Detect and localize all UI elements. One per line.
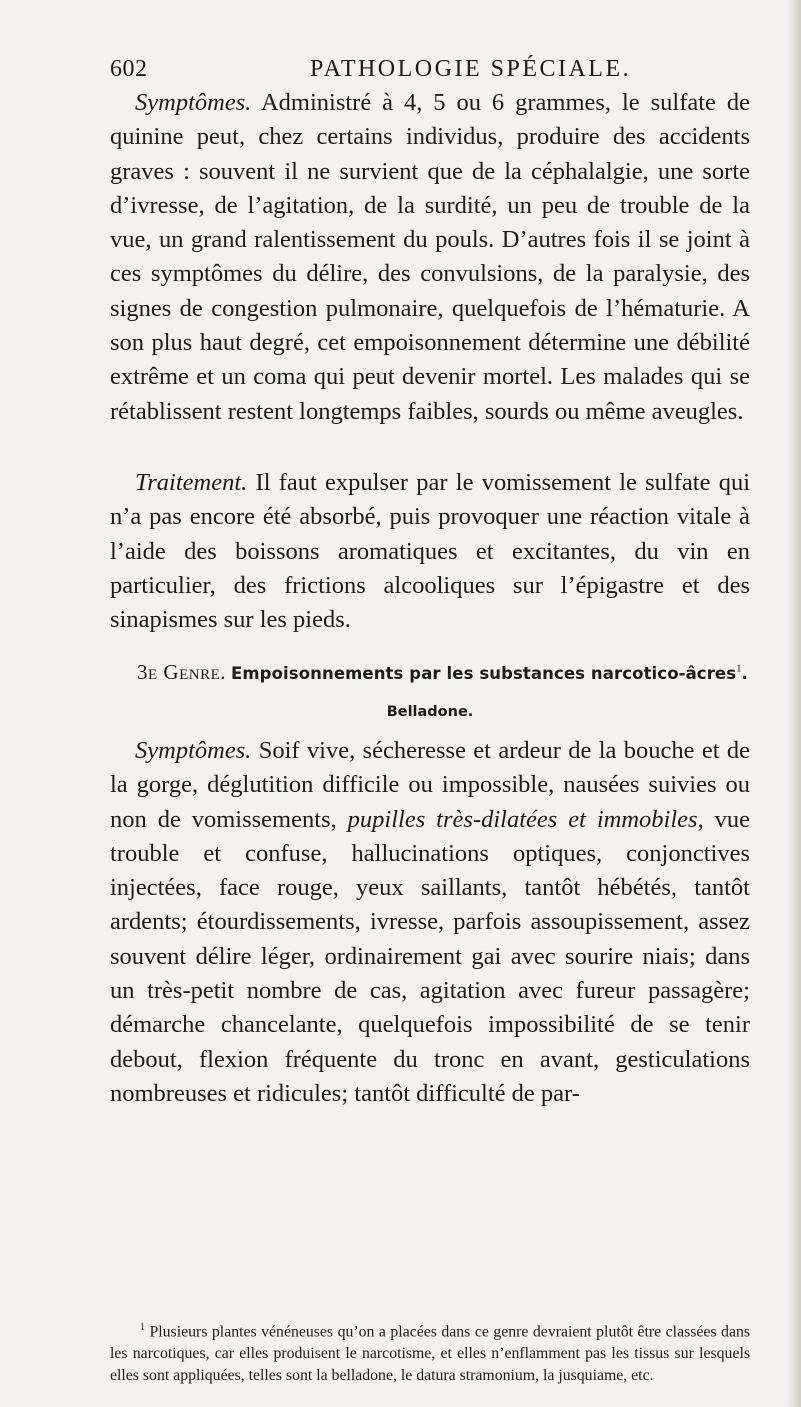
page-edge-shadow xyxy=(787,0,801,1407)
footnote-marker: 1 xyxy=(140,1322,145,1333)
section-subtitle: Belladone. xyxy=(386,704,474,720)
genre-prefix: 3e Genre. xyxy=(137,660,226,684)
running-title: PATHOLOGIE SPÉCIALE. xyxy=(310,56,632,82)
paragraph-text: , vue trouble et confuse, hallucinations optiques, conjonctives injectées, face rouge, yeux saillants, tantôt hébétés, tantôt ardents; étourdissements, ivresse, parfois assoupissement, assez souvent délire léger, ordinairement gai avec sourire niais; dans un très-petit nombre de cas, agitation avec fureur passagère; démarche chancelante, quelquefois impossibilité de se tenir debout, flexion fréquente du tronc en avant, gesticulations nombreuses et ridicules; tantôt difficulté de par- xyxy=(110,805,750,1107)
footnote-text: Plusieurs plantes vénéneuses qu’on a placées dans ce genre devraient plutôt être classées dans les narcotiques, car elles produisent le narcotisme, et elles n’enflamment pas les tissus sur lesquels elles sont appliquées, telles sont la belladone, le datura stramonium, la jusquiame, etc. xyxy=(110,1323,750,1385)
running-header xyxy=(110,56,750,86)
paragraph-label: Symptômes. xyxy=(135,89,252,116)
footnote xyxy=(110,1317,750,1387)
paragraph-text: Il faut expulser par le vomissement le sulfate qui n’a pas encore été absorbé, puis provoquer une réaction vitale à l’aide des boissons aromatiques et excitantes, du vin en particulier, des frictions alcooliques sur l’épigastre et des sinapismes sur les pieds. xyxy=(110,469,750,634)
page-number: 602 xyxy=(110,56,148,82)
section-title: Empoisonnements par les substances narcotico-âcres xyxy=(231,664,737,683)
emphasized-text: pupilles très-dilatées et immobiles xyxy=(347,805,698,833)
paragraph-symptoms-quinine xyxy=(110,86,750,429)
paragraph-label: Traitement. xyxy=(135,469,248,496)
paragraph-treatment xyxy=(110,466,750,637)
paragraph-symptoms-belladonna xyxy=(110,734,750,1111)
section-heading: 3e Genre. Empoisonnements par les substances narcotico-âcres$^1$. xyxy=(137,660,749,684)
paragraph-text: Soif vive, sécheresse et ardeur de la bouche et de la gorge, déglutition difficile ou impossible, nausées suivies ou non de vomissements, xyxy=(110,737,750,833)
paragraph-text: Administré à 4, 5 ou 6 grammes, le sulfate de quinine peut, chez certains individus, produire des accidents graves : souvent il ne survient que de la céphalalgie, une sorte d’ivresse, de l’agitation, de la surdité, un peu de trouble de la vue, un grand ralentissement du pouls. D’autres fois il se joint à ces symptômes du délire, des convulsions, de la paralysie, des signes de congestion pulmonaire, quelquefois de l’hématurie. A son plus haut degré, cet empoisonnement détermine une débilité extrême et un coma qui peut devenir mortel. Les malades qui se rétablissent restent longtemps faibles, sourds ou même aveugles. xyxy=(110,89,750,425)
paragraph-label: Symptômes. xyxy=(135,737,252,764)
footnote-reference: 1 xyxy=(736,662,742,675)
